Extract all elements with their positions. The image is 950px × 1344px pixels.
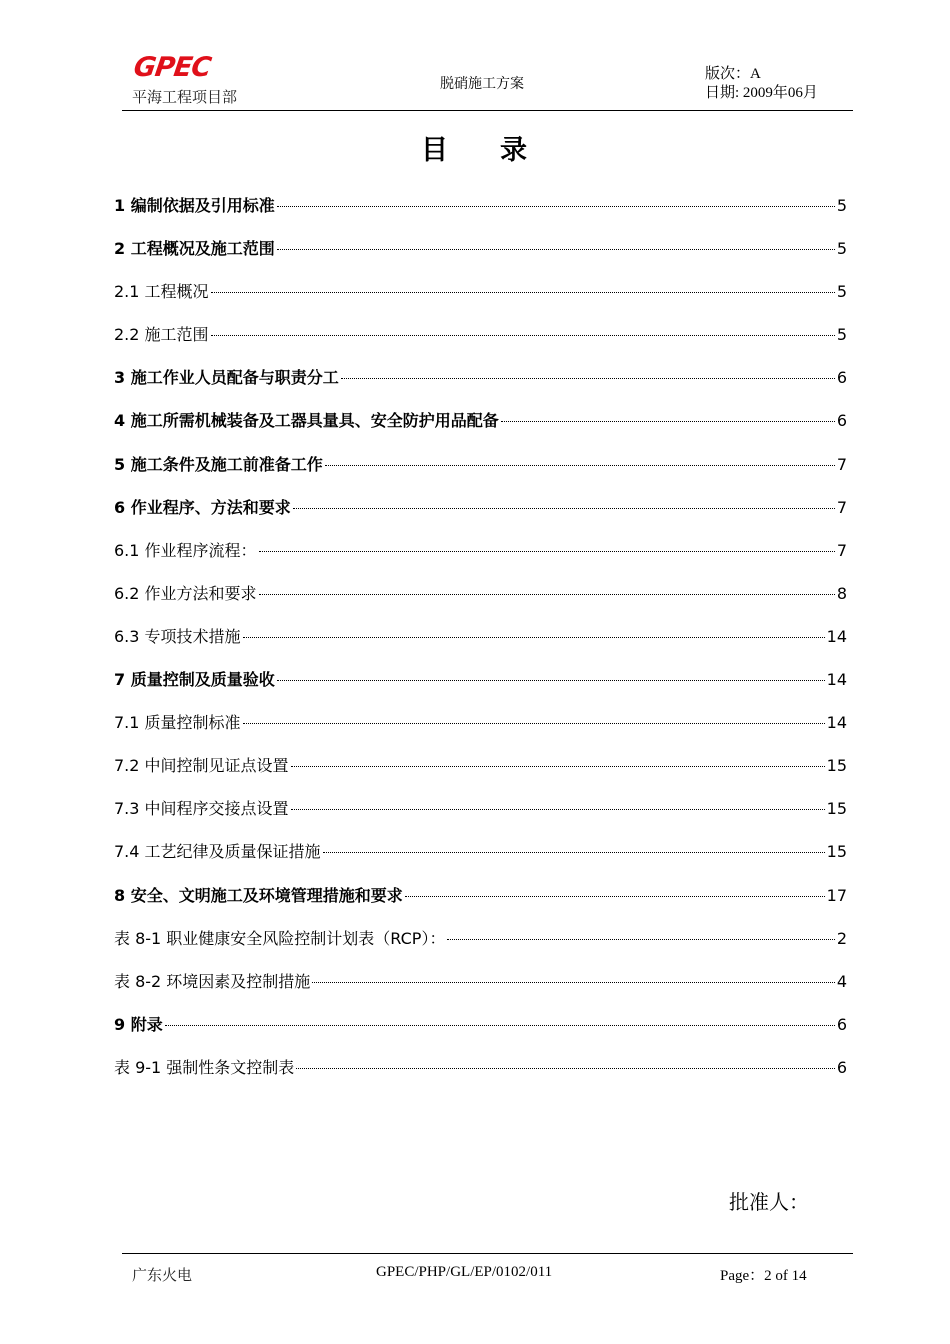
toc-leader-dots — [323, 852, 825, 853]
toc-entry-label: 表 9-1 强制性条文控制表 — [114, 1057, 295, 1077]
toc-entry[interactable] — [114, 495, 847, 538]
toc-entry[interactable] — [114, 710, 847, 753]
toc-entry[interactable] — [114, 624, 847, 667]
toc-leader-dots — [277, 249, 835, 250]
toc-entry-label: 2.2 施工范围 — [114, 325, 209, 345]
toc-leader-dots — [211, 335, 835, 336]
toc-entry-page: 7 — [836, 540, 847, 560]
toc-entry[interactable] — [114, 1012, 847, 1055]
department-name: 平海工程项目部 — [132, 90, 238, 106]
toc-entry-page: 5 — [836, 196, 847, 215]
toc-leader-dots — [312, 982, 835, 983]
page-header — [122, 48, 853, 111]
toc-entry-label: 4 施工所需机械装备及工器具量具、安全防护用品配备 — [114, 411, 499, 431]
toc-leader-dots — [259, 551, 835, 552]
toc-entry[interactable] — [114, 322, 847, 365]
toc-entry-label: 7.1 质量控制标准 — [114, 713, 241, 733]
toc-entry[interactable] — [114, 452, 847, 495]
toc-leader-dots — [405, 896, 825, 897]
toc-leader-dots — [341, 378, 835, 379]
toc-entry[interactable] — [114, 839, 847, 882]
footer-company: 广东火电 — [132, 1268, 193, 1284]
toc-entry-page: 5 — [836, 282, 847, 302]
footer-page-info: Page：2 of 14 — [720, 1268, 807, 1284]
toc-entry-label: 6.3 专项技术措施 — [114, 626, 241, 646]
toc-entry-page: 15 — [826, 842, 847, 862]
toc-entry[interactable] — [114, 883, 847, 926]
toc-entry-page: 4 — [836, 971, 847, 991]
toc-entry-page: 15 — [826, 799, 847, 819]
toc-entry-label: 7.3 中间程序交接点设置 — [114, 799, 289, 819]
toc-leader-dots — [243, 637, 825, 638]
toc-entry-page: 6 — [836, 368, 847, 388]
toc-leader-dots — [325, 465, 835, 466]
toc-leader-dots — [291, 809, 825, 810]
toc-entry-page: 15 — [826, 756, 847, 776]
approver-label: 批准人： — [729, 1190, 809, 1214]
toc-entry-page: 14 — [826, 713, 847, 733]
toc-leader-dots — [293, 508, 835, 509]
toc-leader-dots — [447, 939, 834, 940]
toc-entry[interactable] — [114, 279, 847, 322]
toc-entry-label: 表 8-1 职业健康安全风险控制计划表（RCP）： — [114, 928, 446, 948]
toc-entry-page: 14 — [826, 670, 847, 690]
toc-entry-page: 2 — [836, 928, 847, 948]
toc-entry-page: 17 — [826, 885, 847, 905]
toc-entry[interactable] — [114, 193, 847, 236]
toc-leader-dots — [243, 723, 825, 724]
toc-entry[interactable] — [114, 969, 847, 1012]
toc-entry-page: 14 — [826, 626, 847, 646]
toc-entry[interactable] — [114, 796, 847, 839]
toc-entry-page: 8 — [836, 583, 847, 603]
toc-entry-page: 7 — [836, 454, 847, 474]
page-footer — [122, 1253, 853, 1294]
toc-entry-label: 7.4 工艺纪律及质量保证措施 — [114, 842, 321, 862]
toc-leader-dots — [211, 292, 835, 293]
toc-entry[interactable] — [114, 365, 847, 408]
toc-entry-page: 6 — [836, 411, 847, 431]
toc-entry-label: 6.1 作业程序流程： — [114, 540, 257, 560]
toc-entry-page: 7 — [836, 497, 847, 517]
toc-title-char-2: 录 — [500, 135, 529, 166]
toc-entry-label: 7 质量控制及质量验收 — [114, 670, 275, 690]
toc-leader-dots — [277, 206, 835, 207]
toc-entry[interactable] — [114, 408, 847, 451]
toc-entry-page: 6 — [836, 1057, 847, 1077]
toc-title — [0, 128, 950, 167]
toc-entry[interactable] — [114, 581, 847, 624]
toc-entry-label: 2.1 工程概况 — [114, 282, 209, 302]
toc-entry[interactable] — [114, 667, 847, 710]
toc-entry-label: 1 编制依据及引用标准 — [114, 196, 275, 215]
toc-leader-dots — [501, 421, 835, 422]
gpec-logo: GPEC — [131, 52, 213, 83]
toc-entry-label: 5 施工条件及施工前准备工作 — [114, 454, 323, 474]
toc-entry-label: 表 8-2 环境因素及控制措施 — [114, 971, 311, 991]
toc-entry-label: 6 作业程序、方法和要求 — [114, 497, 291, 517]
toc-leader-dots — [291, 766, 825, 767]
toc-entry[interactable] — [114, 926, 847, 969]
toc-leader-dots — [259, 594, 835, 595]
date-label: 日期: 2009年06月 — [705, 85, 818, 101]
toc-entry-page: 5 — [836, 239, 847, 259]
toc-entry-label: 2 工程概况及施工范围 — [114, 239, 275, 259]
toc-entry-label: 7.2 中间控制见证点设置 — [114, 756, 289, 776]
toc-entry-label: 8 安全、文明施工及环境管理措施和要求 — [114, 885, 403, 905]
table-of-contents — [114, 193, 847, 1098]
toc-entry-page: 5 — [836, 325, 847, 345]
toc-entry-label: 9 附录 — [114, 1014, 163, 1034]
toc-leader-dots — [277, 680, 825, 681]
document-title: 脱硝施工方案 — [440, 76, 524, 92]
footer-doc-number: GPEC/PHP/GL/EP/0102/011 — [376, 1264, 553, 1280]
toc-entry[interactable] — [114, 236, 847, 279]
toc-entry-page: 6 — [836, 1014, 847, 1034]
toc-title-char-1: 目 — [421, 135, 450, 166]
toc-entry-label: 6.2 作业方法和要求 — [114, 583, 257, 603]
toc-entry-label: 3 施工作业人员配备与职责分工 — [114, 368, 339, 388]
toc-entry[interactable] — [114, 538, 847, 581]
toc-entry[interactable] — [114, 1055, 847, 1098]
toc-leader-dots — [165, 1025, 835, 1026]
version-label: 版次：A — [705, 66, 761, 82]
toc-entry[interactable] — [114, 753, 847, 796]
toc-leader-dots — [296, 1068, 835, 1069]
